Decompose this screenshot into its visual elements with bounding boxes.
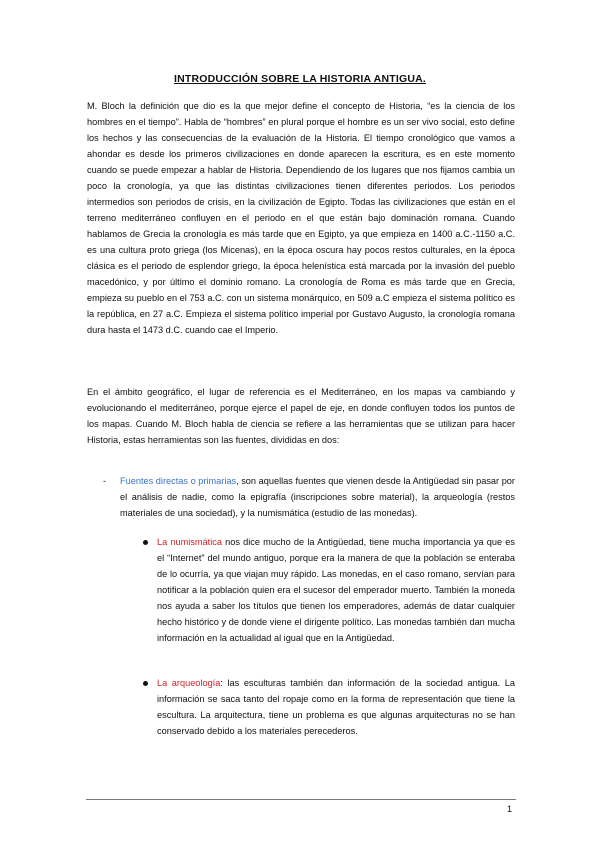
bullet-item-arqueologia [157,675,515,739]
list-dash-marker: - [103,476,107,486]
numismatica-text: nos dice mucho de la Antigüedad, tiene mucha importancia ya que es el “Internet” del mundo antiguo, porque era la manera de que la población se enteraba de lo ocurría, ya que viajan muy rápido. Las monedas, en el caso romano, servían para notificar a la población quien era el sucesor del emperador muerto. También la moneda nos ayuda a saber los títulos que tienen los emperadores, además de datar cualquier hecho histórico y de donde viene el dirigente político. Las monedas también dan mucha información en la actualidad al igual que en la Antigüedad. [157,537,515,643]
primary-sources-term: Fuentes directas o primarias [120,476,237,486]
bullet-dot-icon [143,681,148,686]
document-title: INTRODUCCIÓN SOBRE LA HISTORIA ANTIGUA. [173,73,427,85]
paragraph-intro: M. Bloch la definición que dio es la que mejor define el concepto de Historia, “es la ciencia de los hombres en el tiempo”. Habla de “hombres” en plural porque el hombre es un ser vivo social, esto define los hechos y las consecuencias de la evaluación de la Historia. El tiempo cronológico que vamos a ahondar es desde los primeros civilizaciones en donde aparecen la escritura, es en este momento cuando se puede empezar a hablar de Historia. Dependiendo de los lugares que nos fijamos cambia un poco la cronología, ya que las distintas civilizaciones tienen diferentes periodos. Los periodos intermedios son periodos de crisis, en la civilización de Egipto. Todas las civilizaciones que están en el terreno mediterráneo confluyen en el periodo en el que están bajo dominación romana. Cuando hablamos de Grecia la cronología es más tarde que en Egipto, ya que empieza en 1400 a.C.-1150 a.C. es una cultura proto griega (los Micenas), en la época oscura hay pocos restos culturales, en la época clásica es el periodo de esplendor griego, la época helenística está marcada por la invasión del pueblo macedónico, y por último el dominio romano. La cronología de Roma es más tarde que en Grecia, empieza su pueblo en el 753 a.C. con un sistema monárquico, en 509 a.C empieza el sistema político es la república, en 27 a.C. Empieza el sistema político imperial por Gustavo Augusto, la cronología romana dura hasta el 1473 d.C. cuando cae el Imperio. [87,101,515,335]
paragraph-geography: En el ámbito geográfico, el lugar de referencia es el Mediterráneo, en los mapas va cambiando y evolucionando el mediterráneo, porque ejerce el papel de eje, en donde confluyen todos los puntos de los mapas. Cuando M. Bloch habla de ciencia se refiere a las herramientas que se utilizan para hacer Historia, estas herramientas son las fuentes, divididas en dos: [87,387,515,445]
bullet-dot-icon [143,540,148,545]
primary-sources-text: , son aquellas fuentes que vienen desde la Antigüedad sin pasar por el análisis de nadie, como la epigrafía (inscripciones sobre material), la arqueología (restos materiales de una sociedad), y la numismática (estudio de las monedas). [120,476,515,518]
list-item-primary-sources [120,473,515,521]
numismatica-term: La numismática [157,537,222,547]
arqueologia-text: : las esculturas también dan información de la sociedad antigua. La información se saca tanto del ropaje como en la forma de representación que tiene la escultura. La arquitectura, tiene un problema es que algunas arquitecturas no se han conservado debido a los materiales perecederos. [157,678,515,736]
footer-divider [86,799,516,800]
page-number: 1 [507,804,513,814]
arqueologia-term: La arqueología [157,678,221,688]
bullet-item-numismatica [157,534,515,646]
